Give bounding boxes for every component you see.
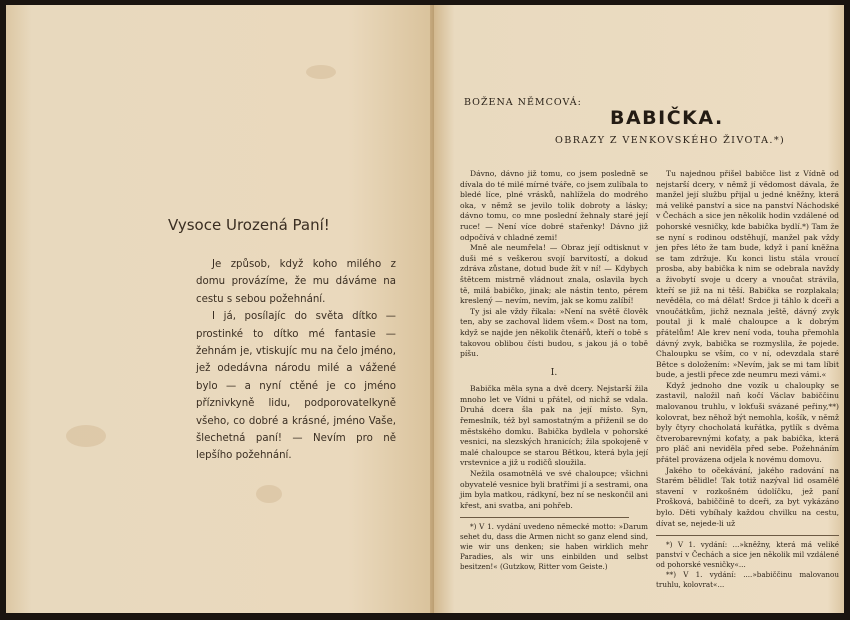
- book-subtitle: OBRAZY Z VENKOVSKÉHO ŽIVOTA.*): [555, 135, 786, 146]
- paragraph: Když jednoho dne vozík u chaloupky se zastavil, naložil naň kočí Václav babiččinu malovanou truhlu, v lokťuši svázané peřiny,**) kolovrat, bez něhož být nemohla, košík, v němž byly čtyry chocholatá kuřátka, pytlík s dvěma čtverobarevnými koťaty, a pak babička, která pro pláč ani neviděla před sebe. Požehnáním přátel provázena odjela k novému domovu.: [656, 380, 839, 465]
- text-column-right: [656, 169, 839, 590]
- paper-stain: [66, 425, 106, 447]
- paper-stain: [256, 485, 282, 503]
- dedication-paragraph: I já, posílajíc do světa dítko — prostinké to dítko mé fantasie — žehnám je, vtiskujíc mu na čelo jméno, jež odedávna národu milé a vážené bylo — a nyní ctěné je co jméno příznivkyně lidu, podporovatelkyně všeho, co dobré a krásné, jméno Vaše, šlechetná paní! — Nevím pro ně lepšího požehnání.: [196, 311, 396, 462]
- dedication-heading: Vysoce Urozená Paní!: [168, 216, 330, 234]
- paragraph: Jakého to očekávání, jakého radování na Starém bělidle! Tak totiž nazýval lid osamělé stavení v rozkošném údolíčku, jež paní Prošková, babiččině to dceři, za byt vykázáno bylo. Děti vybíhaly každou chvilku na cestu, dívat se, nejede-li už: [656, 465, 839, 528]
- dedication-body: [196, 256, 396, 465]
- paragraph: Babička měla syna a dvě dcery. Nejstarší žila mnoho let ve Vídni u přátel, od nichž se vdala. Druhá dcera šla pak na její místo. Syn, řemeslník, též byl samostatným a přiženil se do městského domku. Babička bydlela v pohorské vesnici, na slezských hranicích; žila spokojeně v malé chaloupce se starou Bětkou, která byla její vrstevnice a již u rodičů sloužila.: [460, 384, 648, 468]
- book-title: BABIČKA.: [610, 107, 724, 129]
- dedication-paragraph: Je způsob, když koho milého z domu provázíme, že mu dáváme na cestu s sebou požehnání.: [196, 259, 396, 305]
- book-spread: [6, 5, 844, 613]
- paper-stain: [306, 65, 336, 79]
- footnote-rule: [656, 535, 839, 536]
- left-page: [6, 5, 434, 613]
- right-page: [434, 5, 844, 613]
- text-column-left: [460, 169, 648, 572]
- footnote: **) V 1. vydání: ....»babiččinu malovanou truhlu, kolovrat«...: [656, 570, 839, 590]
- paragraph: Nežila osamotnělá ve své chaloupce; všichni obyvatelé vesnice byli bratřími jí a sestrami, ona jim byla matkou, rádkyní, bez ní se neskončil ani křest, ani svatba, ani pohřeb.: [460, 469, 648, 510]
- footnote-rule: [460, 517, 629, 518]
- paragraph: Dávno, dávno již tomu, co jsem posledně se dívala do té milé mírné tváře, co jsem zulíbala to bledé líce, plné vrásků, nahlížela do modrého oka, v němž se jevilo tolik dobroty a lásky; dávno tomu, co mne poslední žehnaly staré její ruce! — Není více dobré stařenky! Dávno již odpočívá v chladné zemi!: [460, 169, 648, 242]
- author-name: BOŽENA NĚMCOVÁ:: [464, 97, 582, 108]
- footnote: *) V 1. vydání: ...»kněžny, která má veliké panství v Čechách a sice jen několik mil vzdálené od pohorské vesničky«...: [656, 540, 839, 570]
- chapter-number: I.: [550, 367, 558, 378]
- footnote: *) V 1. vydání uvedeno německé motto: »Darum sehet du, dass die Armen nicht so ganz elend sind, wie wir uns denken; sie haben wirklich mehr Paradies, als wir uns einbilden und selbst besitzen!« (Gutzkow, Ritter vom Geiste.): [460, 522, 648, 572]
- paragraph: Tu najednou přišel babičce list z Vídně od nejstarší dcery, v němž jí vědomost dávala, že manžel její službu přijal u jedné kněžny, která má veliké panství a sice na panství Náchodské v Čechách a sice jen několik hodin vzdálené od pohorské vesničky, kde babička bydlí.*) Tam že se nyní s rodinou odstěhují, manžel pak vždy jen přes léto že tam bude, když i paní kněžna se tam zdržuje. Ku konci listu stála vroucí prosba, aby babička k nim se odebrala navždy a živobytí svoje u dcery a vnoučat strávila, kteří se již na ni těší. Babička se rozplakala; nevěděla, co má dělat! Srdce ji táhlo k dceři a vnoučátkům, jichž neznala ještě, dávný zvyk poutal ji k malé chaloupce a k dobrým přátelům! Ale krev není voda, touha přemohla dávný zvyk, babička se rozmyslila, že pojede. Chaloupku se vším, co v ní, odevzdala staré Bětce s doložením: »Nevím, jak se mi tam líbit bude, a jestli přece zde neumru mezi vámi.«: [656, 169, 839, 380]
- paragraph: Mně ale neumřela! — Obraz její odtisknut v duši mé s veškerou svojí barvitostí, a dokud zdráva zůstane, dotud bude žít v ní! — Kdybych štětcem mistrně vládnout znala, oslavila bych tě, milá babičko, jinak; ale nástin tento, pérem kreslený — nevím, nevím, jak se komu zalíbí!: [460, 243, 648, 306]
- paragraph: Ty jsi ale vždy říkala: »Není na světě člověk ten, aby se zachoval lidem všem.« Dost na tom, když se najde jen několik čtenářů, kteří o tobě s takovou oblibou čísti budou, s jakou já o tobě píšu.: [460, 306, 648, 359]
